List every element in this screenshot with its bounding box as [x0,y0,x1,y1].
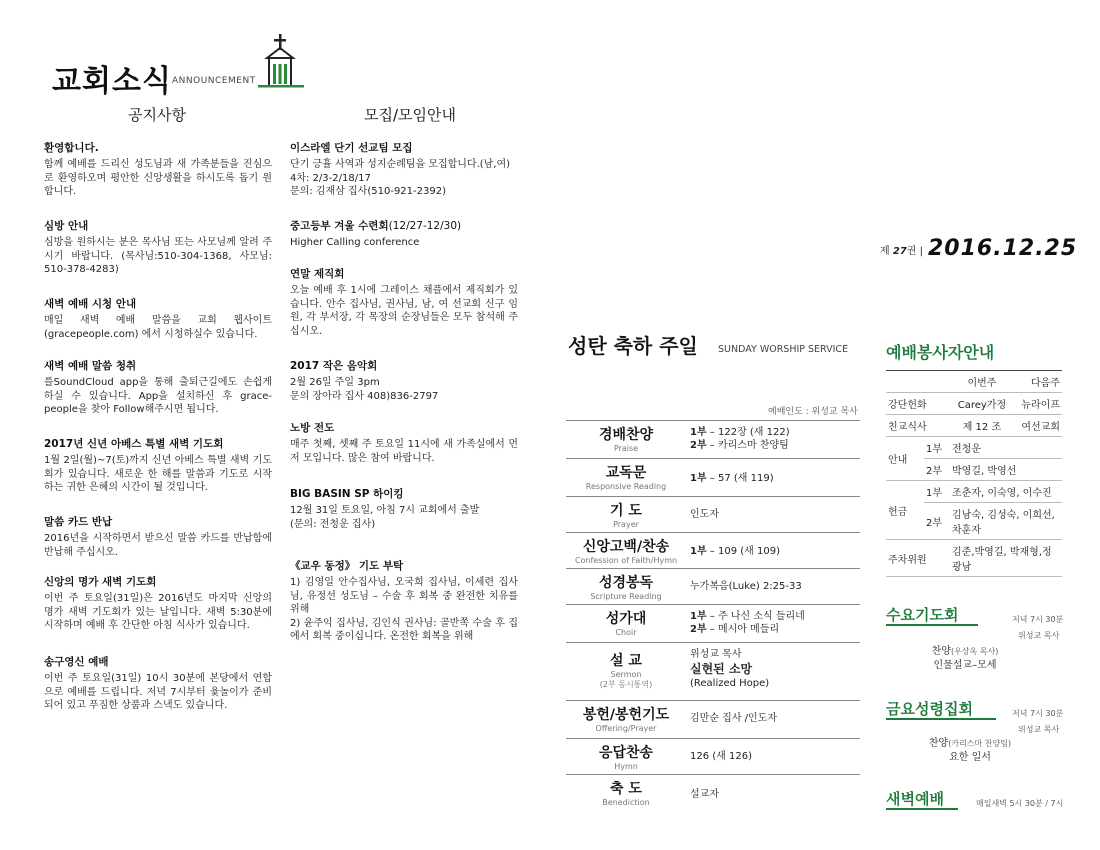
table-row: 헌금 1부 조춘자, 이숙영, 이수진 [886,481,1062,503]
divider [566,420,860,421]
wednesday-title: 수요기도회 [886,606,959,624]
notice-item: 말씀 카드 반납 2016년을 시작하면서 받으신 말씀 카드를 반납함에 반납해 주십시오. [44,516,272,558]
order-name: 교독문 Responsive Reading [585,465,667,491]
gathering-item: 중고등부 겨울 수련회(12/27-12/30) Higher Calling conference [290,220,462,248]
notice-item: 신앙의 명가 새벽 기도회 이번 주 토요일(31일)은 2016년도 마지막 신앙의 명가 새벽 기도회가 있는 날입니다. 새벽 5:30분에 시작하며 예배 후 간단한 아침 식사가 있습니다. [44,576,272,631]
order-value: 인도자 [690,509,719,520]
notice-item: 2017년 신년 아베스 특별 새벽 기도회 1월 2일(월)~7(토)까지 신년 아베스 특별 새벽 기도회가 있습니다. 새로운 한 해를 말씀과 기도로 시작하는 귀한 은혜의 시간이 될 것입니다. [44,438,272,493]
friday-praise: 찬양(카리스마 찬양팀) [928,738,1012,749]
order-value: 1부 – 57 (새 119) [690,473,774,484]
order-value: 김만순 집사 /인도자 [690,713,778,724]
notice-item: 새벽 예배 말씀 청취 를SoundCloud app을 통해 출퇴근길에도 손쉽게 하실 수 있습니다. App을 설치하신 후 grace-people을 찾아 Follow해주시면 됩니다. [44,360,272,415]
church-icon [258,34,304,90]
wednesday-sermon: 인물설교–모세 [933,660,997,671]
order-value: 위성교 목사 실현된 소망 (Realized Hope) [690,649,770,689]
issue-date: 2016.12.25 [928,236,1078,261]
divider [886,624,978,626]
table-row: 안내 1부 전청운 [886,437,1062,459]
page-title: 교회소식 [52,64,172,99]
order-value: 1부 – 109 (새 109) [690,546,780,557]
gathering-item: 이스라엘 단기 선교팀 모집 단기 긍휼 사역과 성지순례팀을 모집합니다.(남,여) 4차: 2/3-2/18/17 문의: 김재삼 집사(510-921-2392) [290,142,511,197]
divider [886,808,958,810]
order-name: 신앙고백/찬송 Confession of Faith/Hymn [574,539,678,565]
wednesday-pastor: 위성교 목사 [1018,631,1060,640]
order-name: 성경봉독 Scripture Reading [590,575,662,601]
gathering-item: 2017 작은 음악회 2월 26일 주일 3pm 문의 장아라 집사 408)836-2797 [290,360,439,402]
notice-item: 심방 안내 심방을 원하시는 분은 목사님 또는 사모님께 알려 주시기 바랍니다. (목사님:510-304-1368, 사모님: 510-378-4283) [44,220,272,275]
notices-heading: 공지사항 [128,106,186,124]
friday-sermon: 요한 일서 [949,752,991,763]
duty-title: 예배봉사자안내 [886,343,995,362]
table-row: 2부 박영길, 박영선 [886,459,1062,481]
service-title: 성탄 축하 주일 [568,334,698,358]
order-name: 응답찬송 Hymn [598,745,654,771]
issue-number: 제 27권 | [880,246,923,257]
divider [886,718,996,720]
divider [566,642,860,643]
order-name: 봉헌/봉헌기도 Offering/Prayer [582,707,670,733]
table-row: 강단헌화 Carey가정 뉴라이프 [886,393,1062,415]
order-name: 설 교 Sermon (2부 동시통역) [599,653,653,689]
wednesday-praise: 찬양(우상옥 목사) [931,646,999,657]
wednesday-time: 저녁 7시 30분 [1012,615,1064,624]
table-row: 친교식사 제 12 조 여선교회 [886,415,1062,437]
gathering-item: 연말 제직회 오늘 예배 후 1시에 그레이스 채플에서 제직회가 있습니다. 안수 집사님, 권사님, 남, 여 선교회 신구 임원, 각 부서장, 각 목장의 순장님들은 모두 참석해 주십시오. [290,268,518,337]
gathering-item: 《교우 동정》 기도 부탁 1) 김영일 안수집사님, 오국희 집사님, 이세련 집사님, 유정선 성도님 – 수술 후 회복 중 완전한 치유를 위해 2) 윤주익 집사님, 김인식 권사님: 골반쪽 수술 후 집에서 회복 중이십니다. 온전한 회복을 위해 [290,560,518,642]
notice-item: 송구영신 예배 이번 주 토요일(31일) 10시 30분에 본당에서 연합으로 예배를 드립니다. 저녁 7시부터 윷놀이가 준비되어 있고 푸짐한 상품과 스낵도 있습니다. [44,656,272,711]
duty-table [886,370,1062,577]
order-name: 경배찬양 Praise [598,427,654,453]
dawn-time: 매일새벽 5시 30분 / 7시 [976,799,1064,808]
divider [566,738,860,739]
notice-item: 환영합니다. 함께 예배를 드리신 성도님과 새 가족분들을 진심으로 환영하오며 평안한 신앙생활을 하시도록 돕기 원합니다. [44,142,272,197]
divider [566,604,860,605]
dawn-title: 새벽예배 [886,790,944,808]
order-value: 126 (새 126) [690,751,752,762]
notice-item: 새벽 예배 시청 안내 매일 새벽 예배 말씀을 교회 웹사이트 (gracepeople.com) 에서 시청하실수 있습니다. [44,298,272,340]
order-name: 기 도 Prayer [610,503,642,529]
divider [566,774,860,775]
order-name: 축 도 Benediction [602,781,650,807]
page-subtitle: ANNOUNCEMENT [172,76,256,86]
table-row: 이번주 다음주 [886,371,1062,393]
table-row: 주차위원 김준,박영길, 박재형,정광남 [886,540,1062,577]
order-value: 누가복음(Luke) 2:25-33 [690,581,802,592]
order-name: 성가대 Choir [605,611,647,637]
table-row: 2부 김남숙, 김성숙, 이희선, 차훈자 [886,503,1062,540]
gathering-item: 노방 전도 매주 첫째, 셋째 주 토요일 11시에 새 가족실에서 먼저 모입니다. 많은 참여 바랍니다. [290,422,518,464]
order-value: 설교자 [690,789,719,800]
divider [566,458,860,459]
divider [566,700,860,701]
divider [566,496,860,497]
friday-pastor: 위성교 목사 [1018,725,1060,734]
service-subtitle: SUNDAY WORSHIP SERVICE [718,344,849,355]
service-leader: 예배인도 : 위성교 목사 [768,407,858,417]
order-value: 1부 – 122장 (새 122) 2부 – 카리스마 찬양팀 [690,427,790,451]
friday-time: 저녁 7시 30분 [1012,709,1064,718]
order-value: 1부 – 주 나신 소식 들리네 2부 – 메시아 메들리 [690,611,805,635]
gatherings-heading: 모집/모임안내 [364,106,456,124]
gathering-item: BIG BASIN SP 하이킹 12월 31일 토요일, 아침 7시 교회에서 출발 (문의: 전청운 집사) [290,488,480,530]
friday-title: 금요성령집회 [886,700,973,718]
divider [566,568,860,569]
divider [566,532,860,533]
